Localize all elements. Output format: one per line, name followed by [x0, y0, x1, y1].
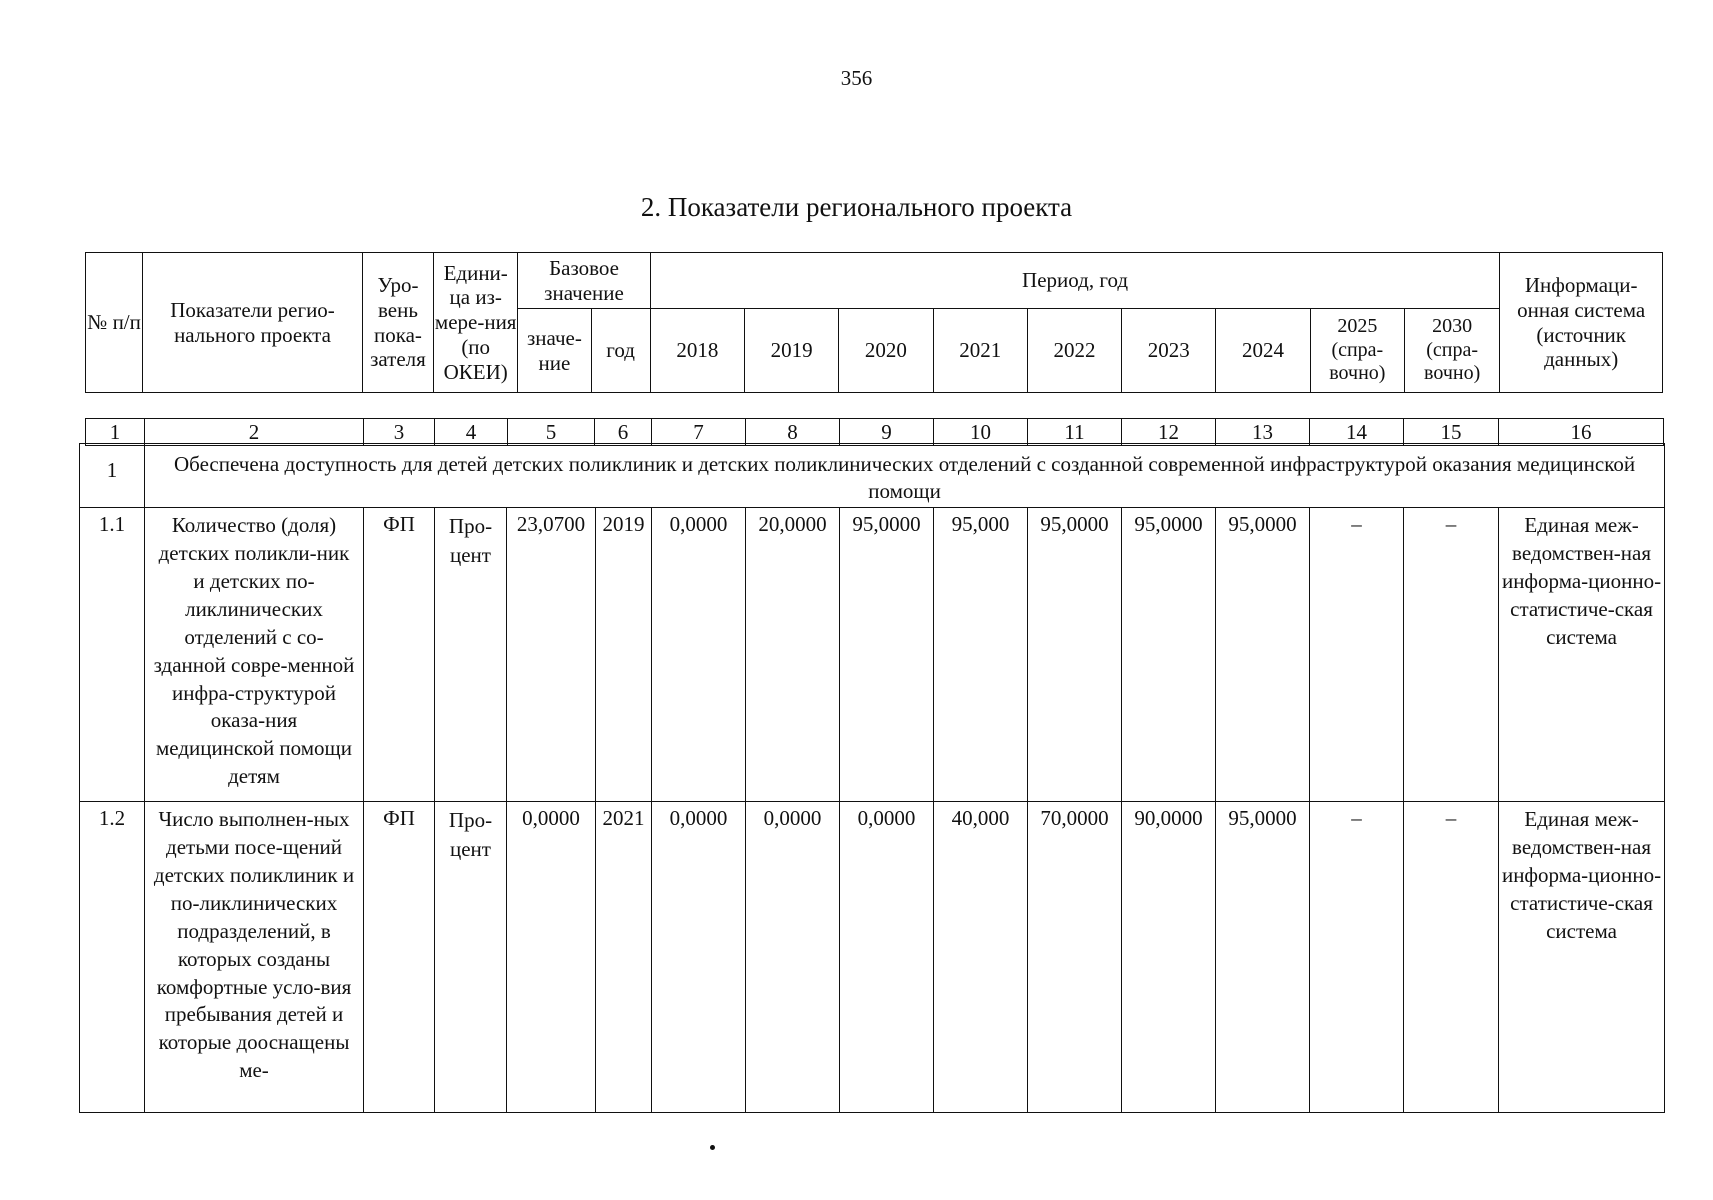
- column-number: 10: [934, 419, 1028, 446]
- header-year: 2024: [1216, 309, 1310, 393]
- period-value: 0,0000: [840, 802, 934, 1113]
- header-num: № п/п: [86, 253, 143, 393]
- indicator-unit: Про-цент: [435, 508, 507, 802]
- period-value: –: [1404, 508, 1499, 802]
- header-year: 2020: [839, 309, 933, 393]
- column-number: 12: [1122, 419, 1216, 446]
- section-heading: Обеспечена доступность для детей детских поликлиник и детских поликлинических отделений с созданной современной инфраструктурой оказания медицинской помощи: [145, 444, 1665, 508]
- period-value: 95,0000: [1216, 802, 1310, 1113]
- header-year-reference: 2030 (спра-вочно): [1404, 309, 1499, 393]
- header-year: 2022: [1027, 309, 1121, 393]
- period-value: 95,000: [934, 508, 1028, 802]
- column-number: 8: [746, 419, 840, 446]
- section-number: 1: [80, 444, 145, 508]
- info-system: Единая меж-ведомствен-ная информа-ционно-статистиче-ская система: [1499, 802, 1665, 1113]
- indicator-level: ФП: [364, 508, 435, 802]
- header-year: 2019: [745, 309, 839, 393]
- column-number: 7: [652, 419, 746, 446]
- row-number: 1.2: [80, 802, 145, 1113]
- column-number: 1: [86, 419, 145, 446]
- column-number: 16: [1499, 419, 1664, 446]
- period-value: 0,0000: [652, 508, 746, 802]
- period-value: –: [1404, 802, 1499, 1113]
- section-title: 2. Показатели регионального проекта: [640, 192, 1073, 222]
- header-unit: Едини-ца из-мере-ния (по ОКЕИ): [434, 253, 518, 393]
- header-level: Уро-вень пока-зателя: [362, 253, 433, 393]
- stray-dot-mark: [710, 1145, 715, 1150]
- period-value: 90,0000: [1122, 802, 1216, 1113]
- period-value: 95,0000: [1122, 508, 1216, 802]
- column-number: 9: [840, 419, 934, 446]
- base-year: 2019: [596, 508, 652, 802]
- table-row: [80, 802, 1665, 1113]
- period-value: –: [1310, 508, 1404, 802]
- base-year: 2021: [596, 802, 652, 1113]
- indicator-name: Число выполнен-ных детьми посе-щений детских поликлиник и по-ликлинических подразделений, в которых созданы комфортные усло-вия пребывания детей и которые дооснащены ме-: [145, 802, 364, 1113]
- header-base-value: значе-ние: [518, 309, 591, 393]
- indicators-body-table: [79, 443, 1665, 1113]
- column-number: 6: [595, 419, 652, 446]
- column-number: 5: [508, 419, 595, 446]
- page-number: 356: [840, 66, 873, 90]
- period-value: 95,0000: [1216, 508, 1310, 802]
- period-value: 0,0000: [746, 802, 840, 1113]
- period-value: 95,0000: [1028, 508, 1122, 802]
- column-number: 15: [1404, 419, 1499, 446]
- column-number: 14: [1310, 419, 1404, 446]
- header-year-reference: 2025 (спра-вочно): [1310, 309, 1404, 393]
- header-year: 2021: [933, 309, 1027, 393]
- header-year: 2023: [1122, 309, 1216, 393]
- period-value: –: [1310, 802, 1404, 1113]
- indicator-level: ФП: [364, 802, 435, 1113]
- header-year: 2018: [650, 309, 744, 393]
- period-value: 0,0000: [652, 802, 746, 1113]
- column-number: 13: [1216, 419, 1310, 446]
- period-value: 40,000: [934, 802, 1028, 1113]
- period-value: 20,0000: [746, 508, 840, 802]
- column-number: 4: [435, 419, 508, 446]
- indicator-name: Количество (доля) детских поликли-ник и детских по-ликлинических отделений с со-зданной совре-менной инфра-структурой оказа-ния медицинской помощи детям: [145, 508, 364, 802]
- header-base: Базовое значение: [518, 253, 650, 309]
- column-number: 2: [145, 419, 364, 446]
- row-number: 1.1: [80, 508, 145, 802]
- column-number: 3: [364, 419, 435, 446]
- header-indicators: Показатели регио-нального проекта: [143, 253, 363, 393]
- base-value: 0,0000: [507, 802, 596, 1113]
- info-system: Единая меж-ведомствен-ная информа-ционно-статистиче-ская система: [1499, 508, 1665, 802]
- indicators-header-table: [85, 252, 1663, 393]
- base-value: 23,0700: [507, 508, 596, 802]
- header-period: Период, год: [650, 253, 1500, 309]
- header-base-year: год: [591, 309, 650, 393]
- period-value: 70,0000: [1028, 802, 1122, 1113]
- column-numbers-table: [85, 418, 1664, 446]
- indicator-unit: Про-цент: [435, 802, 507, 1113]
- period-value: 95,0000: [840, 508, 934, 802]
- header-info-system: Информаци-онная система (источник данных): [1500, 253, 1663, 393]
- table-row: [80, 508, 1665, 802]
- column-number: 11: [1028, 419, 1122, 446]
